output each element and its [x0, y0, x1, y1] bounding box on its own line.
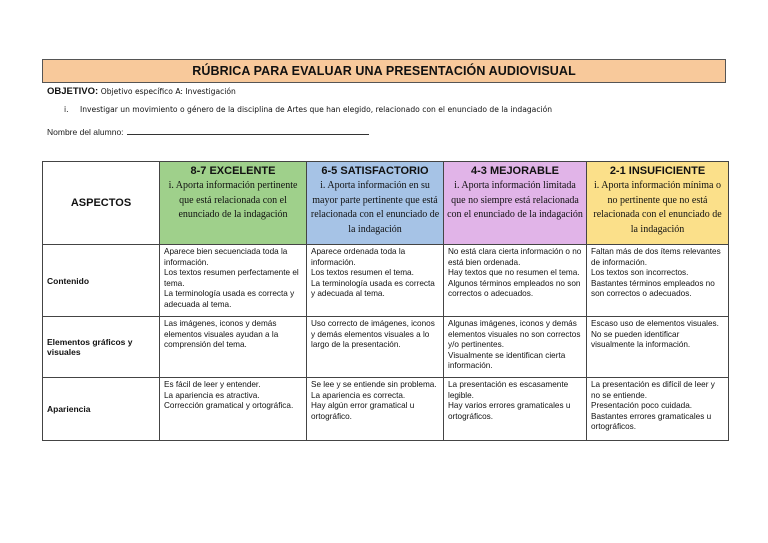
- cell-line: Hay textos que no resumen el tema.: [448, 268, 580, 278]
- rubric-table: [42, 161, 729, 441]
- table-row: [43, 317, 729, 378]
- table-row: [43, 378, 729, 441]
- level-description: i. Aporta información pertinente que está relacionada con el enunciado de la indagación: [168, 180, 298, 220]
- level-header-insuficiente: [587, 162, 729, 245]
- level-header-excelente: [160, 162, 307, 245]
- objective-label: OBJETIVO:: [47, 86, 99, 97]
- objective-text: Objetivo específico A: Investigación: [100, 87, 236, 96]
- rubric-cell: [444, 317, 587, 378]
- cell-line: La apariencia es atractiva.: [164, 390, 260, 400]
- cell-line: Uso correcto de imágenes, iconos y demás elementos visuales a lo largo de la presentación.: [311, 319, 435, 350]
- rubric-cell: [160, 378, 307, 441]
- level-description: i. Aporta información en su mayor parte pertinente que está relacionada con el enunciado de la indagación: [310, 180, 440, 235]
- rubric-cell: [587, 245, 729, 317]
- cell-line: Los textos resumen perfectamente el tema.: [164, 268, 299, 288]
- rubric-cell: [587, 378, 729, 441]
- cell-line: Bastantes errores gramaticales u ortográficos.: [591, 411, 712, 432]
- rubric-header-row: [43, 162, 729, 245]
- cell-line: Los textos son incorrectos.: [591, 268, 689, 278]
- cell-line: Corrección gramatical y ortográfica.: [164, 401, 294, 411]
- cell-line: Hay varios errores gramaticales u ortográficos.: [448, 401, 571, 421]
- rubric-cell: [307, 317, 444, 378]
- objective-line: [47, 86, 236, 97]
- rubric-cell: [307, 245, 444, 317]
- cell-line: Faltan más de dos ítems relevantes de información.: [591, 247, 721, 267]
- rubric-cell: [160, 317, 307, 378]
- cell-line: Presentación poco cuidada.: [591, 401, 693, 411]
- cell-line: La terminología usada es correcta y adecuada al tema.: [164, 289, 295, 309]
- objective-item: [64, 105, 552, 114]
- cell-line: La terminología usada es correcta y adecuada al tema.: [311, 278, 435, 299]
- level-header-mejorable: [444, 162, 587, 245]
- cell-line: La presentación es difícil de leer y no se entiende.: [591, 380, 715, 400]
- cell-line: Bastantes términos empleados no son correctos o adecuados.: [591, 278, 715, 299]
- cell-line: Es fácil de leer y entender.: [164, 380, 261, 389]
- cell-line: Los textos resumen el tema.: [311, 268, 414, 278]
- student-name-line: [47, 126, 369, 137]
- rubric-cell: [307, 378, 444, 441]
- cell-line: Aparece ordenada toda la información.: [311, 247, 406, 267]
- level-heading: 4-3 MEJORABLE: [470, 165, 560, 177]
- cell-line: Las imágenes, iconos y demás elementos visuales ayudan a la comprensión del tema.: [164, 319, 279, 350]
- cell-line: No está clara cierta información o no está bien ordenada.: [448, 247, 582, 267]
- aspect-label: Contenido: [43, 245, 160, 317]
- cell-line: Escaso uso de elementos visuales.: [591, 319, 719, 328]
- student-name-label: Nombre del alumno:: [47, 127, 124, 137]
- level-heading: 8-7 EXCELENTE: [190, 165, 276, 177]
- rubric-cell: [444, 245, 587, 317]
- rubric-cell: [587, 317, 729, 378]
- rubric-title: RÚBRICA PARA EVALUAR UNA PRESENTACIÓN AUDIOVISUAL: [42, 59, 726, 83]
- cell-line: Algunas imágenes, iconos y demás elementos visuales no son correctos y/o pertinentes.: [448, 319, 581, 350]
- level-heading: 2-1 INSUFICIENTE: [609, 165, 706, 177]
- objective-item-number: i.: [64, 105, 69, 114]
- cell-line: La apariencia es correcta.: [311, 390, 406, 400]
- cell-line: La presentación es escasamente legible.: [448, 380, 569, 400]
- cell-line: Se lee y se entiende sin problema.: [311, 380, 437, 389]
- rubric-cell: [444, 378, 587, 441]
- level-heading: 6-5 SATISFACTORIO: [321, 165, 429, 177]
- table-row: [43, 245, 729, 317]
- aspect-label: Elementos gráficos y visuales: [43, 317, 160, 378]
- cell-line: Hay algún error gramatical u ortográfico.: [311, 401, 415, 421]
- cell-line: Visualmente se identifican cierta información.: [448, 350, 566, 371]
- level-description: i. Aporta información limitada que no siempre está relacionada con el enunciado de la indagación: [447, 180, 583, 220]
- cell-line: Algunos términos empleados no son correctos o adecuados.: [448, 278, 581, 299]
- level-description: i. Aporta información mínima o no pertinente que no está relacionada con el enunciado de la indagación: [593, 180, 722, 235]
- cell-line: No se pueden identificar visualmente la información.: [591, 329, 691, 350]
- rubric-cell: [160, 245, 307, 317]
- aspect-label: Apariencia: [43, 378, 160, 441]
- level-header-satisfactorio: [307, 162, 444, 245]
- objective-item-text: Investigar un movimiento o género de la disciplina de Artes que han elegido, relacionado con el enunciado de la indagación: [80, 105, 553, 114]
- cell-line: Aparece bien secuenciada toda la información.: [164, 247, 288, 267]
- student-name-blank[interactable]: [127, 126, 369, 135]
- aspects-header: ASPECTOS: [43, 162, 160, 245]
